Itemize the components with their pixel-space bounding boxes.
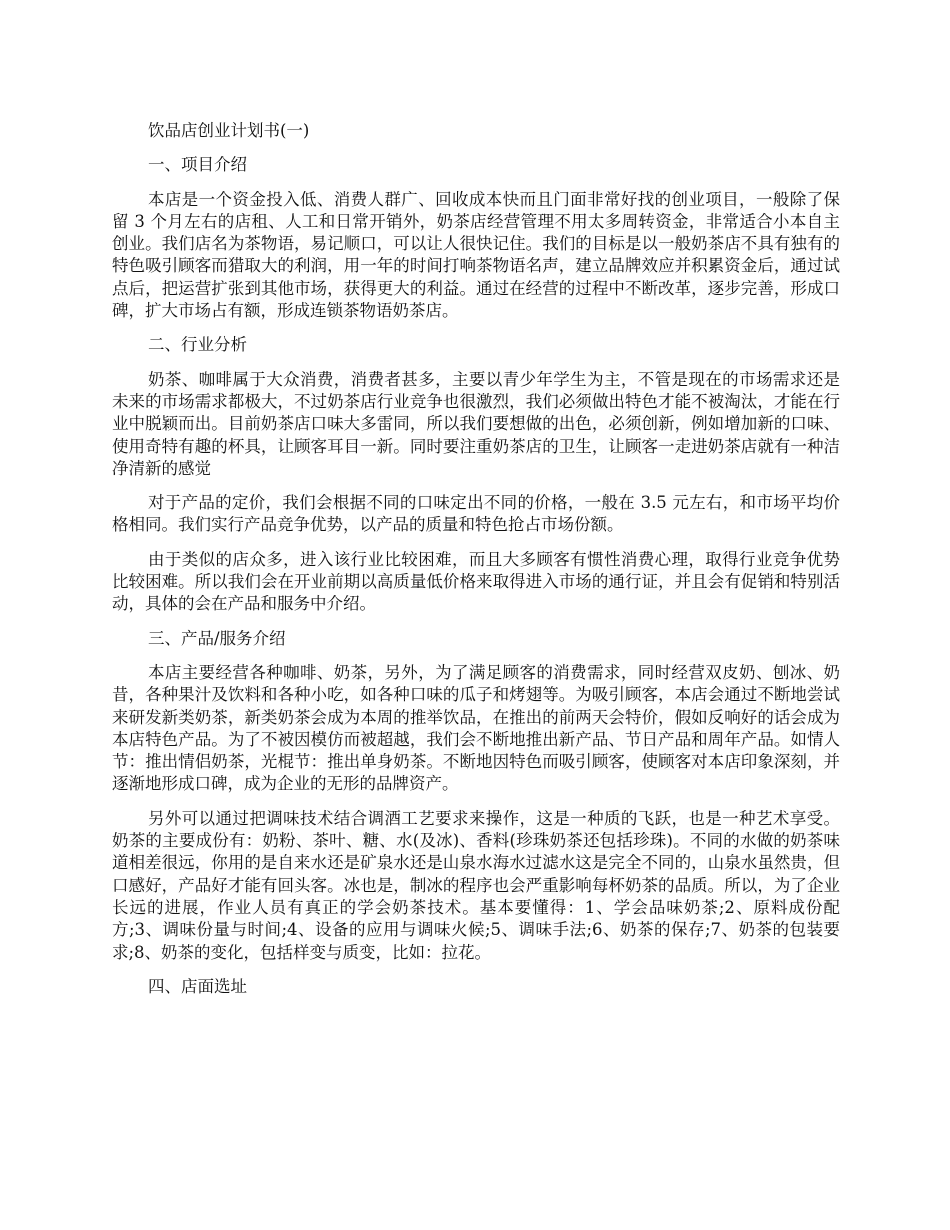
section-heading-industry-analysis: 二、行业分析 [148, 335, 247, 355]
paragraph: 本店主要经营各种咖啡、奶茶，另外，为了满足顾客的消费需求，同时经营双皮奶、刨冰、奶昔，各种果汁及饮料和各种小吃，如各种口味的瓜子和烤翅等。为吸引顾客，本店会通过不断地尝试来研发新类奶茶，新类奶茶会成为本周的推举饮品，在推出的前两天会特价，假如反响好的话会成为本店特色产品。为了不被因模仿而被超越，我们会不断地推出新产品、节日产品和周年产品。如情人节：推出情侣奶茶，光棍节：推出单身奶茶。不断地因特色而吸引顾客，使顾客对本店印象深刻，并逐渐地形成口碑，成为企业的无形的品牌资产。 [112, 662, 840, 794]
document-page [112, 120, 840, 1010]
paragraph: 由于类似的店众多，进入该行业比较困难，而且大多顾客有惯性消费心理，取得行业竞争优势比较困难。所以我们会在开业前期以高质量低价格来取得进入市场的通行证，并且会有促销和特别活动，具体的会在产品和服务中介绍。 [112, 549, 840, 614]
paragraph: 另外可以通过把调味技术结合调酒工艺要求来操作，这是一种质的飞跃，也是一种艺术享受。奶茶的主要成份有：奶粉、茶叶、糖、水(及冰)、香料(珍珠奶茶还包括珍珠)。不同的水做的奶茶味道相差很远，你用的是自来水还是矿泉水还是山泉水海水过滤水这是完全不同的，山泉水虽然贵，但口感好，产品好才能有回头客。冰也是，制冰的程序也会严重影响每杯奶茶的品质。所以，为了企业长远的进展，作业人员有真正的学会奶茶技术。基本要懂得：1、学会品味奶茶;2、原料成份配方;3、调味份量与时间;4、设备的应用与调味火候;5、调味手法;6、奶茶的保存;7、奶茶的包装要求;8、奶茶的变化，包括样变与质变，比如：拉花。 [112, 808, 840, 962]
paragraph: 奶茶、咖啡属于大众消费，消费者甚多，主要以青少年学生为主，不管是现在的市场需求还是未来的市场需求都极大，不过奶茶店行业竞争也很激烈，我们必须做出特色才能不被淘汰，才能在行业中脱颖而出。目前奶茶店口味大多雷同，所以我们要想做的出色，必须创新，例如增加新的口味、使用奇特有趣的杯具，让顾客耳目一新。同时要注重奶茶店的卫生，让顾客一走进奶茶店就有一种洁净清新的感觉 [112, 369, 840, 478]
section-heading-project-intro: 一、项目介绍 [148, 155, 247, 175]
section-heading-store-location: 四、店面选址 [148, 976, 247, 996]
document-title: 饮品店创业计划书(一) [148, 121, 310, 140]
paragraph: 对于产品的定价，我们会根据不同的口味定出不同的价格，一般在 3.5 元左右，和市场平均价格相同。我们实行产品竞争优势，以产品的质量和特色抢占市场份额。 [112, 493, 840, 535]
section-heading-products-services: 三、产品/服务介绍 [148, 628, 286, 648]
paragraph: 本店是一个资金投入低、消费人群广、回收成本快而且门面非常好找的创业项目，一般除了保留 3 个月左右的店租、人工和日常开销外，奶茶店经营管理不用太多周转资金，非常适合小本自主创业。我们店名为茶物语，易记顺口，可以让人很快记住。我们的目标是以一般奶茶店不具有独有的特色吸引顾客而猎取大的利润，用一年的时间打响茶物语名声，建立品牌效应并积累资金后，通过试点后，把运营扩张到其他市场，获得更大的利益。通过在经营的过程中不断改革，逐步完善，形成口碑，扩大市场占有额，形成连锁茶物语奶茶店。 [112, 189, 840, 321]
